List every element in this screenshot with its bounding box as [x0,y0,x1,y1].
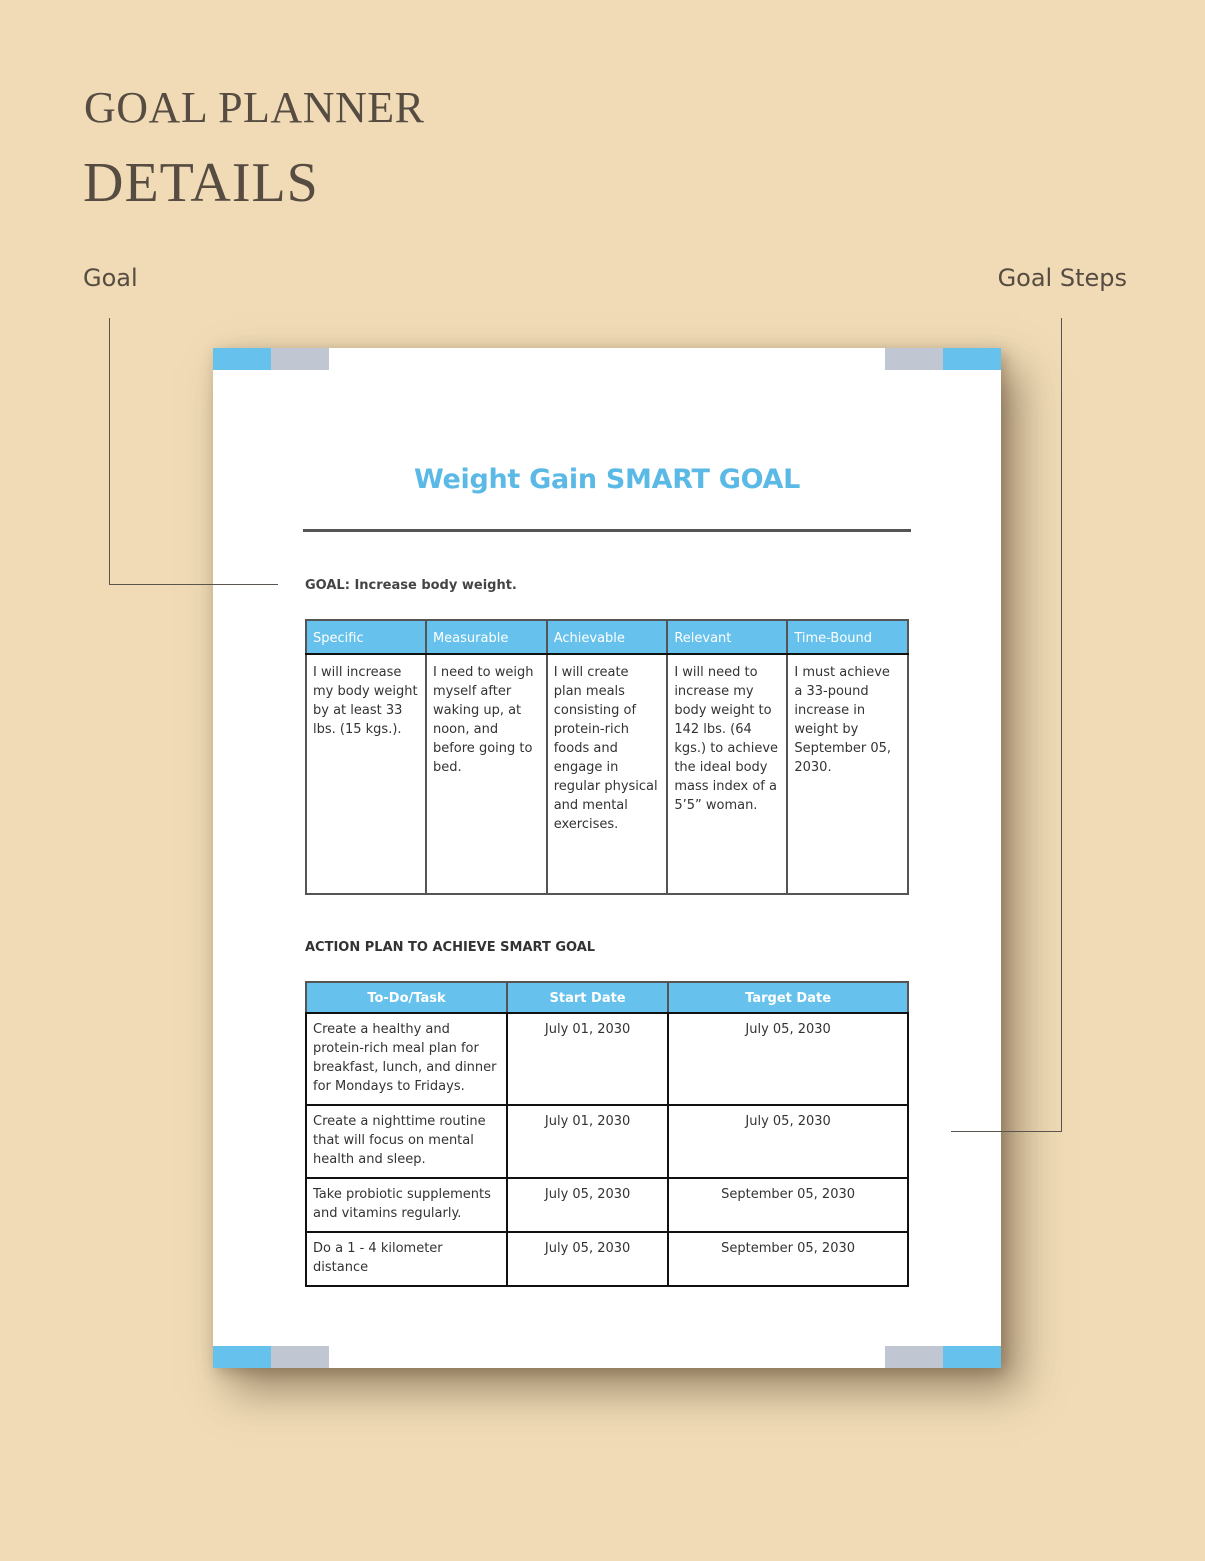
cell-specific: I will increase my body weight by at least 33 lbs. (15 kgs.). [306,654,426,894]
corner-accent-top-left [213,348,329,370]
header-task: To-Do/Task [306,982,507,1013]
goal-connector-horizontal [109,584,278,585]
callout-label-goal: Goal [83,264,138,292]
hero-subtitle: DETAILS [83,152,319,214]
header-measurable: Measurable [426,620,547,654]
task-cell: Take probiotic supplements and vitamins regularly. [306,1178,507,1232]
smart-header-row [306,620,908,654]
cell-time-bound: I must achieve a 33-pound increase in weight by September 05, 2030. [787,654,908,894]
table-row [306,1232,908,1286]
task-cell: Create a healthy and protein-rich meal plan for breakfast, lunch, and dinner for Mondays to Fridays. [306,1013,507,1105]
callout-label-goal-steps: Goal Steps [997,264,1127,292]
task-cell: Create a nighttime routine that will focus on mental health and sleep. [306,1105,507,1178]
cell-achievable: I will create plan meals consisting of protein-rich foods and engage in regular physical and mental exercises. [547,654,668,894]
header-achievable: Achievable [547,620,668,654]
header-start-date: Start Date [507,982,668,1013]
corner-accent-bottom-left [213,1346,329,1368]
cell-relevant: I will need to increase my body weight to 142 lbs. (64 kgs.) to achieve the ideal body mass index of a 5’5” woman. [667,654,787,894]
document-title: Weight Gain SMART GOAL [414,464,800,495]
action-plan-table [305,981,909,1287]
header-time-bound: Time-Bound [787,620,908,654]
target-date-cell: July 05, 2030 [668,1105,908,1178]
cell-measurable: I need to weigh myself after waking up, at noon, and before going to bed. [426,654,547,894]
target-date-cell: September 05, 2030 [668,1232,908,1286]
start-date-cell: July 05, 2030 [507,1232,668,1286]
header-target-date: Target Date [668,982,908,1013]
target-date-cell: September 05, 2030 [668,1178,908,1232]
start-date-cell: July 01, 2030 [507,1013,668,1105]
start-date-cell: July 01, 2030 [507,1105,668,1178]
header-relevant: Relevant [667,620,787,654]
table-row [306,654,908,894]
hero-title: GOAL PLANNER [84,83,425,132]
table-row [306,1178,908,1232]
steps-connector-vertical [1061,318,1062,1132]
goal-connector-vertical [109,318,110,585]
goal-statement: GOAL: Increase body weight. [305,578,517,593]
table-row [306,1013,908,1105]
task-cell: Do a 1 - 4 kilometer distance [306,1232,507,1286]
action-header-row [306,982,908,1013]
document-page [213,348,1001,1368]
header-specific: Specific [306,620,426,654]
action-plan-title: ACTION PLAN TO ACHIEVE SMART GOAL [305,940,596,955]
smart-goal-table [305,619,909,895]
corner-accent-top-right [885,348,1001,370]
corner-accent-bottom-right [885,1346,1001,1368]
steps-connector-horizontal [951,1131,1062,1132]
target-date-cell: July 05, 2030 [668,1013,908,1105]
table-row [306,1105,908,1178]
start-date-cell: July 05, 2030 [507,1178,668,1232]
title-divider [303,529,911,532]
